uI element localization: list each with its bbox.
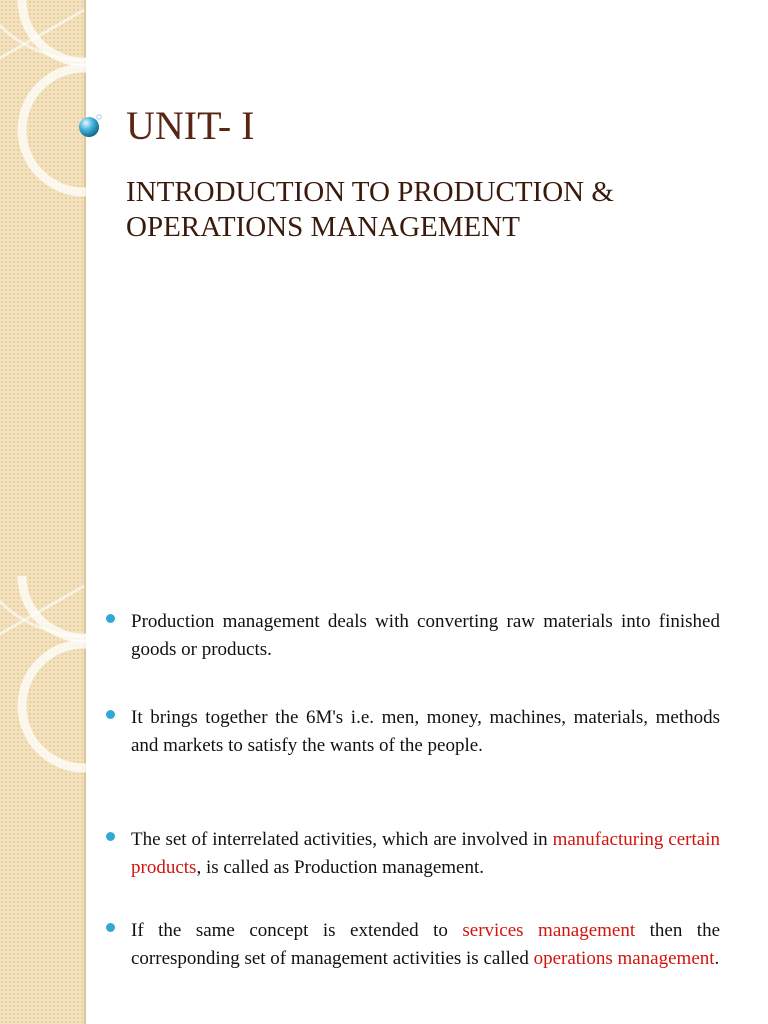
bullet-text: It brings together the 6M's i.e. men, money, machines, materials, methods and markets to satisfy the wants of the people.: [131, 707, 720, 757]
subtitle-line-1: INTRODUCTION TO PRODUCTION &: [126, 176, 614, 208]
highlight-operations-management: operations management: [533, 948, 715, 970]
highlight-manufacturing-certain-products: manufacturing certain products: [131, 829, 720, 879]
bullet-text: Production management deals with converting raw materials into finished goods or products.: [131, 611, 720, 661]
bullet-text: [131, 917, 720, 973]
decorative-circles: [0, 0, 130, 576]
orb-bullet-icon: [77, 113, 103, 139]
slide-title-text: UNIT- I: [126, 103, 255, 148]
bullet-dot-icon: [106, 832, 115, 841]
bullet-text-part: .: [714, 948, 720, 970]
bullet-text-part: The set of interrelated activities, which are involved in: [131, 829, 553, 850]
slide-content: [0, 576, 768, 1024]
list-item: [102, 826, 720, 882]
bullet-dot-icon: [106, 614, 115, 623]
list-item: [102, 917, 720, 973]
slide-subtitle: [126, 175, 746, 245]
highlight-services-management: services management: [462, 920, 636, 941]
bullet-dot-icon: [106, 710, 115, 719]
list-item: [102, 704, 720, 760]
bullet-dot-icon: [106, 923, 115, 932]
bullet-text-part: then the corresponding set of management activities is called: [131, 920, 721, 970]
subtitle-line-2: OPERATIONS MANAGEMENT: [126, 211, 520, 244]
bullet-text-part: If the same concept is extended to: [131, 920, 463, 941]
bullet-text: [131, 826, 720, 882]
bullet-text-part: , is called as Production management.: [196, 857, 484, 879]
list-item: [102, 608, 720, 664]
